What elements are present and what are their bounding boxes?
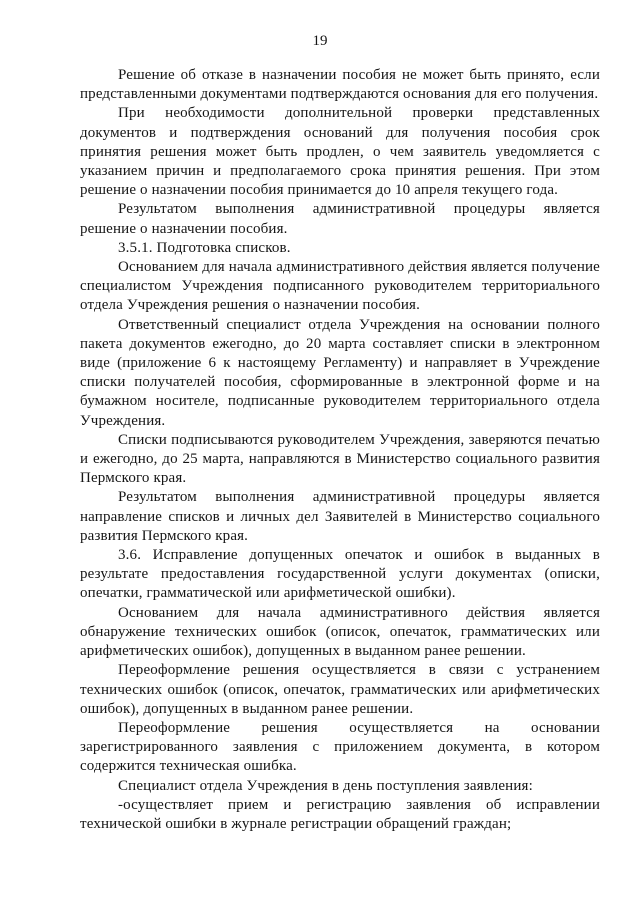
- paragraph-responsible-specialist: Ответственный специалист отдела Учреждения на основании полного пакета документов ежегодно, до 20 марта составляет списки в электронном виде (приложение 6 к настоящему Регламенту) и направляет в Учреждение списки получателей пособия, сформированные в электронной форме и на бумажном носителе, подписанные руководителем территориального отдела Учреждения.: [80, 316, 600, 429]
- paragraph-reissue-basis: Переоформление решения осуществляется на основании зарегистрированного заявления с приложением документа, в котором содержится техническая ошибка.: [80, 719, 600, 775]
- paragraph-action-basis: Основанием для начала административного действия является получение специалистом Учреждения подписанного руководителем территориального отдела Учреждения решения о назначении пособия.: [80, 259, 600, 314]
- section-heading-3-5-1: 3.5.1. Подготовка списков.: [118, 239, 291, 256]
- paragraph-reissue-reason: Переоформление решения осуществляется в связи с устранением технических ошибок (описок, опечаток, грамматических или арифметических ошибок), допущенных в выданном ранее решении.: [80, 662, 600, 717]
- paragraph-procedure-result: Результатом выполнения административной процедуры является решение о назначении пособия.: [80, 201, 600, 237]
- list-item-registration: -осуществляет прием и регистрацию заявления об исправлении технической ошибки в журнале регистрации обращений граждан;: [80, 796, 600, 832]
- page-number: 19: [312, 33, 328, 49]
- paragraph-lists-signing: Списки подписываются руководителем Учреждения, заверяются печатью и ежегодно, до 25 марта, направляются в Министерство социального развития Пермского края.: [80, 431, 600, 487]
- document-body: [80, 66, 600, 834]
- paragraph-specialist-actions: Специалист отдела Учреждения в день поступления заявления:: [118, 777, 533, 794]
- paragraph-extension-of-term: При необходимости дополнительной проверки представленных документов и подтверждения оснований для получения пособия срок принятия решения может быть продлен, о чем заявитель уведомляется с указанием причин и предполагаемого срока принятия решения. При этом решение о назначении пособия принимается до 10 апреля текущего года.: [80, 105, 600, 199]
- section-heading-3-6: 3.6. Исправление допущенных опечаток и ошибок в выданных в результате предоставления государственной услуги документах (описки, опечатки, грамматической или арифметической ошибки).: [80, 547, 600, 602]
- paragraph-refusal-restriction: Решение об отказе в назначении пособия не может быть принято, если представленными документами подтверждаются основания для его получения.: [80, 67, 600, 103]
- paragraph-lists-result: Результатом выполнения административной процедуры является направление списков и личных дел Заявителей в Министерство социального развития Пермского края.: [80, 489, 600, 544]
- paragraph-correction-basis: Основанием для начала административного действия является обнаружение технических ошибок (описок, опечаток, грамматических или арифметических ошибок), допущенных в выданном ранее решении.: [80, 604, 600, 660]
